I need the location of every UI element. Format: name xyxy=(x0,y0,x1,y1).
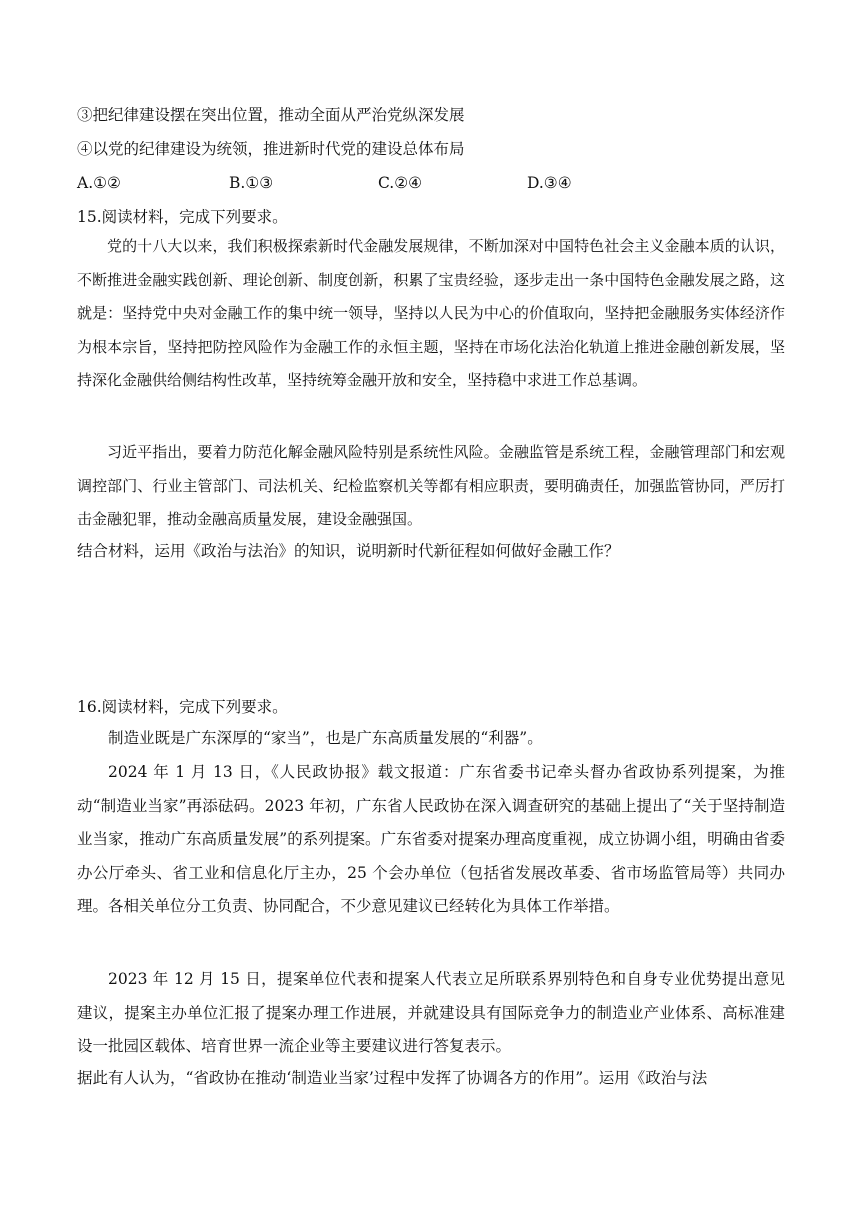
q14-option-c: C.②④ xyxy=(378,174,423,192)
q14-option-a: A.①② xyxy=(77,174,121,192)
q15-heading: 15.阅读材料，完成下列要求。 xyxy=(77,208,288,226)
q15-material-paragraph-2: 习近平指出，要着力防范化解金融风险特别是系统性风险。金融监管是系统工程，金融管理部门和宏观调控部门、行业主管部门、司法机关、纪检监察机关等都有相应职责，要明确责任，加强监管协同，严厉打击金融犯罪，推动金融高质量发展，建设金融强国。 xyxy=(77,443,785,528)
q16-heading: 16.阅读材料，完成下列要求。 xyxy=(77,698,288,716)
q15-material-paragraph-1: 党的十八大以来，我们积极探索新时代金融发展规律，不断加深对中国特色社会主义金融本质的认识，不断推进金融实践创新、理论创新、制度创新，积累了宝贵经验，逐步走出一条中国特色金融发展之路，这就是：坚持党中央对金融工作的集中统一领导，坚持以人民为中心的价值取向，坚持把金融服务实体经济作为根本宗旨，坚持把防控风险作为金融工作的永恒主题，坚持在市场化法治化轨道上推进金融创新发展，坚持深化金融供给侧结构性改革，坚持统筹金融开放和安全，坚持稳中求进工作总基调。 xyxy=(77,237,785,389)
q14-item-4: ④以党的纪律建设为统领，推进新时代党的建设总体布局 xyxy=(77,140,465,158)
q16-material-paragraph-2: 2024 年 1 月 13 日，《人民政协报》载文报道：广东省委书记牵头督办省政协系列提案，为推动“制造业当家”再添砝码。2023 年初，广东省人民政协在深入调查研究的基础上提出了“关于坚持制造业当家，推动广东高质量发展”的系列提案。广东省委对提案办理高度重视，成立协调小组，明确由省委办公厅牵头、省工业和信息化厅主办，25 个会办单位（包括省发展改革委、省市场监管局等）共同办理。各相关单位分工负责、协同配合，不少意见建议已经转化为具体工作举措。 xyxy=(77,763,785,915)
q14-option-d: D.③④ xyxy=(527,174,572,192)
q16-material-paragraph-1: 制造业既是广东深厚的“家当”，也是广东高质量发展的“利器”。 xyxy=(108,729,543,747)
q14-item-3: ③把纪律建设摆在突出位置，推动全面从严治党纵深发展 xyxy=(77,106,465,124)
q14-option-b: B.①③ xyxy=(229,174,274,192)
q16-question: 据此有人认为，“省政协在推动‘制造业当家’过程中发挥了协调各方的作用”。运用《政治与法 xyxy=(77,1069,708,1087)
q15-question: 结合材料，运用《政治与法治》的知识，说明新时代新征程如何做好金融工作？ xyxy=(77,542,620,560)
q16-material-paragraph-3: 2023 年 12 月 15 日，提案单位代表和提案人代表立足所联系界别特色和自身专业优势提出意见建议，提案主办单位汇报了提案办理工作进展，并就建设具有国际竞争力的制造业产业体系、高标准建设一批园区载体、培育世界一流企业等主要建议进行答复表示。 xyxy=(77,970,785,1055)
